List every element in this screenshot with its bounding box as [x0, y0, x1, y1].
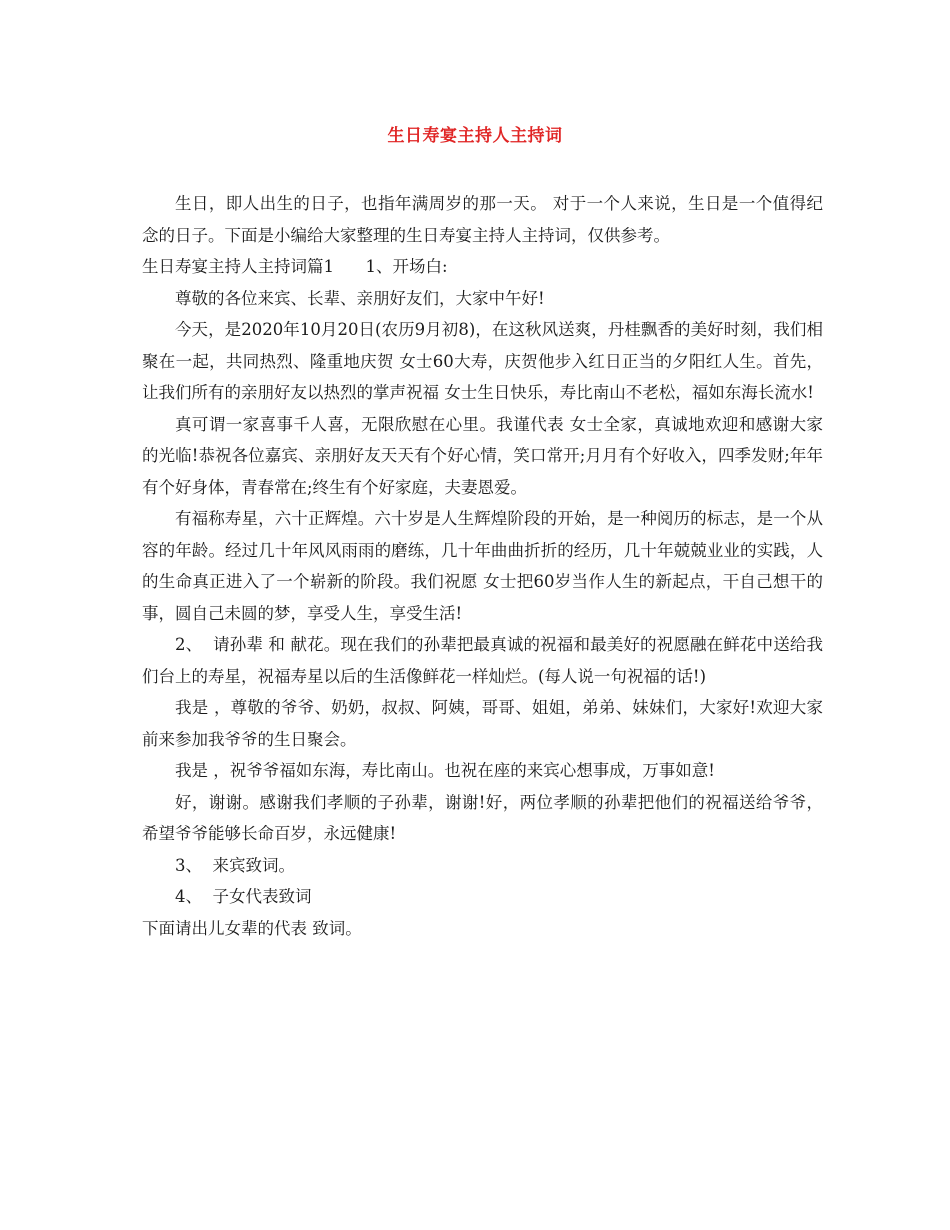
paragraph-section-heading: 生日寿宴主持人主持词篇1 1、开场白:: [142, 257, 448, 276]
paragraph-grandchild-speech-2: 我是 ，祝爷爷福如东海，寿比南山。也祝在座的来宾心想事成，万事如意!: [175, 761, 715, 780]
paragraph-date-celebration: 今天，是2020年10月20日(农历9月初8)，在这秋风送爽，丹桂飘香的美好时刻，我们相聚在一起，共同热烈、隆重地庆贺 女士60大寿，庆贺他步入红日正当的夕阳红人生。首先，让我们所有的亲朋好友以热烈的掌声祝福 女士生日快乐，寿比南山不老松，福如东海长流水!: [142, 320, 823, 402]
paragraph-host-thanks: 好，谢谢。感谢我们孝顺的子孙辈，谢谢!好，两位孝顺的孙辈把他们的祝福送给爷爷，希望爷爷能够长命百岁，永远健康!: [142, 792, 823, 843]
paragraph-greeting: 尊敬的各位来宾、长辈、亲朋好友们，大家中午好!: [175, 288, 545, 308]
paragraph-children-speech: 4、 子女代表致词: [175, 887, 312, 906]
paragraph-flower-offering: 2、 请孙辈 和 献花。现在我们的孙辈把最真诚的祝福和最美好的祝愿融在鲜花中送给我们台上的寿星，祝福寿星以后的生活像鲜花一样灿烂。(每人说一句祝福的话!): [142, 635, 823, 686]
paragraph-grandchild-speech-1: 我是 ，尊敬的爷爷、奶奶，叔叔、阿姨，哥哥、姐姐，弟弟、妹妹们，大家好!欢迎大家前来参加我爷爷的生日聚会。: [142, 698, 823, 749]
paragraph-intro: 生日，即人出生的日子，也指年满周岁的那一天。 对于一个人来说，生日是一个值得纪念的日子。下面是小编给大家整理的生日寿宴主持人主持词，仅供参考。: [142, 194, 823, 245]
paragraph-closing: 下面请出儿女辈的代表 致词。: [142, 918, 362, 938]
document-title: 生日寿宴主持人主持词: [387, 126, 563, 146]
paragraph-sixty-years: 有福称寿星，六十正辉煌。六十岁是人生辉煌阶段的开始，是一种阅历的标志，是一个从容的年龄。经过几十年风风雨雨的磨练，几十年曲曲折折的经历，几十年兢兢业业的实践，人的生命真正进入了一个崭新的阶段。我们祝愿 女士把60岁当作人生的新起点，干自己想干的事，圆自己未圆的梦，享受人生，享受生活!: [142, 509, 823, 623]
document-body: [142, 188, 823, 944]
paragraph-guest-speech: 3、 来宾致词。: [175, 855, 295, 875]
paragraph-family-thanks: 真可谓一家喜事千人喜，无限欣慰在心里。我谨代表 女士全家，真诚地欢迎和感谢大家的光临!恭祝各位嘉宾、亲朋好友天天有个好心情，笑口常开;月月有个好收入，四季发财;年年有个好身体，青春常在;终生有个好家庭，夫妻恩爱。: [142, 414, 823, 497]
